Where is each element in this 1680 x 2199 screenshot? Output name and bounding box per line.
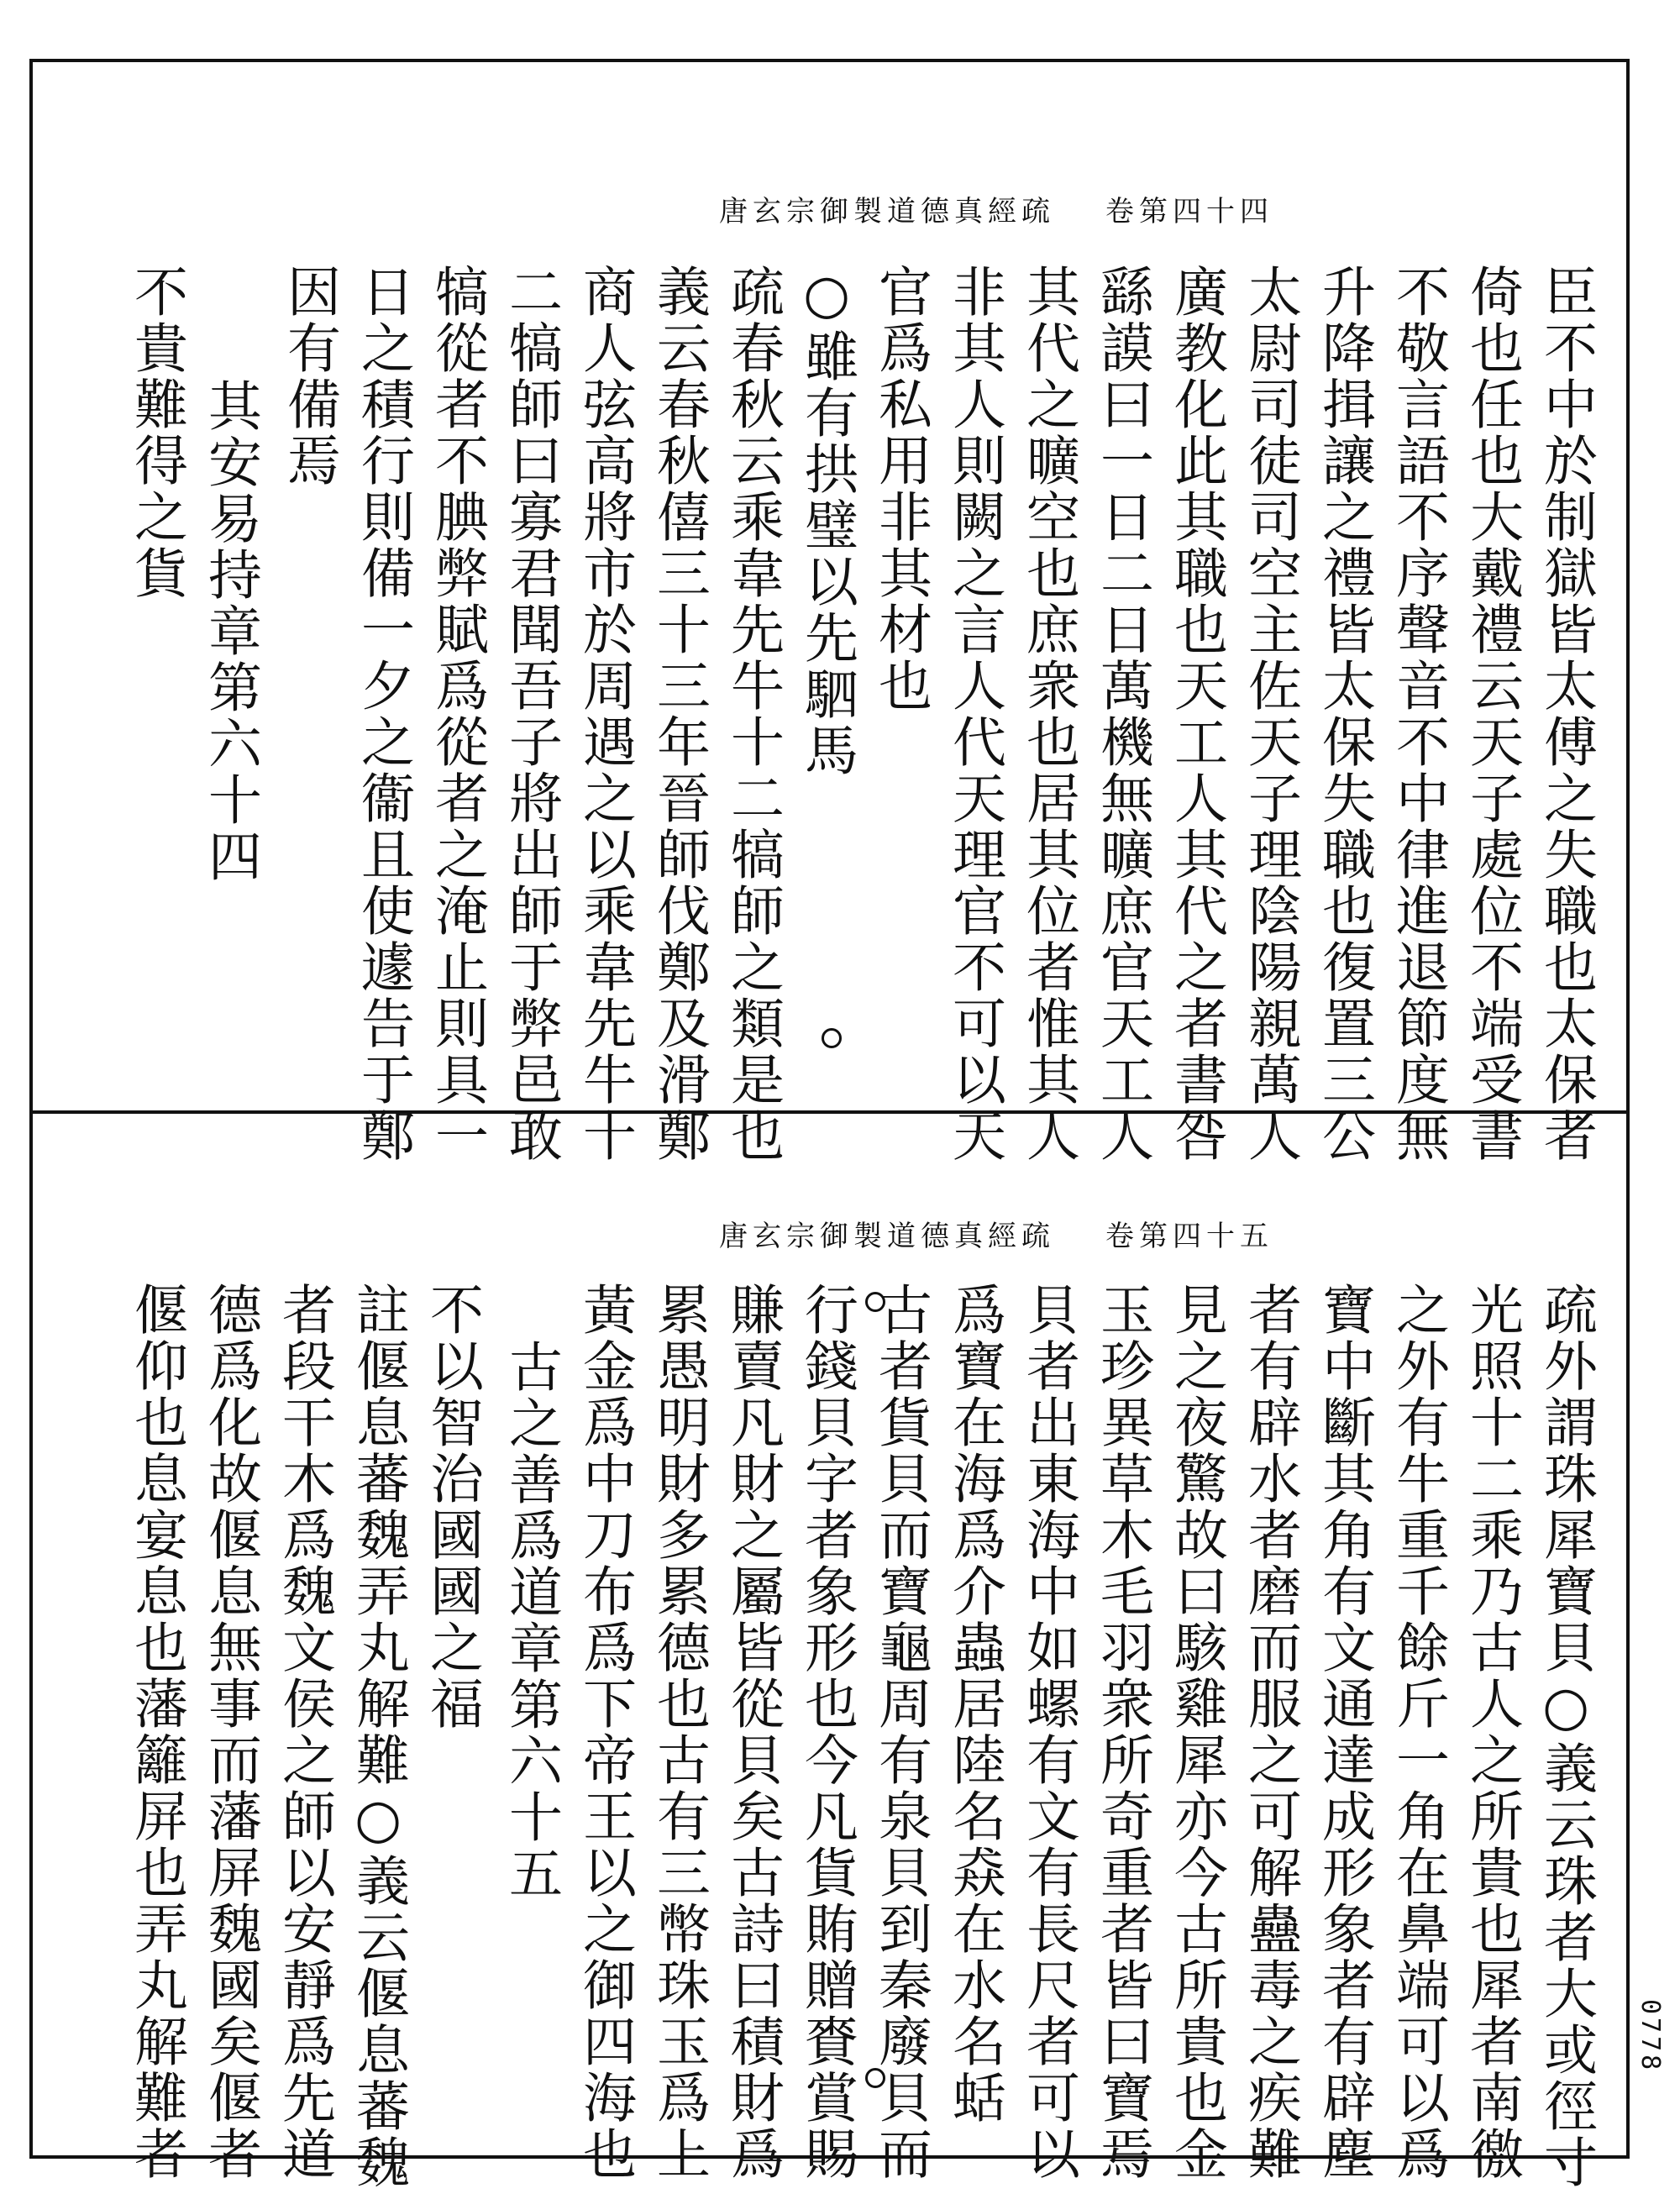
text-column: 倚也任也大戴禮云天子處位不端受書 — [1461, 264, 1523, 1164]
bottom-page — [33, 1114, 1626, 2191]
text-column: 賺賣凡財之屬皆從貝矣古詩曰積財爲 — [722, 1282, 784, 2182]
top-header — [719, 188, 1273, 229]
text-column: 官爲私用非其材也 — [869, 264, 932, 714]
text-column: 臣不中於制獄皆太傅之失職也太保者 — [1535, 264, 1597, 1164]
text-column: 其代之曠空也庶衆也居其位者惟其人 — [1017, 264, 1079, 1164]
text-column: 因有備焉 — [278, 264, 340, 489]
text-column: ○雖有拱璧以先駟馬 — [795, 264, 858, 779]
text-column: 廣教化此其職也天工人其代之者書咎 — [1165, 264, 1227, 1164]
circle-mark — [865, 1292, 885, 1312]
text-column: 不以智治國國之福 — [421, 1282, 483, 1732]
text-column: 不敬言語不序聲音不中律進退節度無 — [1387, 264, 1449, 1164]
text-column: 爲寶在海爲介蟲居陸名猋在水名蛞 — [943, 1282, 1005, 2126]
text-column: 註偃息蕃魏弄丸解難○義云偃息蕃魏 — [347, 1282, 409, 2191]
text-column: 商人弦高將市於周遇之以乘韋先牛十 — [574, 264, 636, 1164]
text-column: 偃仰也息宴息也藩籬屏也弄丸解難者 — [125, 1282, 187, 2182]
text-column: 疏春秋云乘韋先牛十二犒師之類是也 — [722, 264, 784, 1164]
text-column: 之外有牛重千餘斤一角在鼻端可以爲 — [1387, 1282, 1449, 2182]
chapter-heading: 其安易持章第六十四 — [199, 378, 261, 884]
text-column: 見之夜驚故曰駭雞犀亦今古所貴也金 — [1165, 1282, 1227, 2182]
text-column: 不貴難得之貨 — [125, 264, 187, 601]
text-column: 古者貨貝而寶龜周有泉貝到秦廢貝而 — [869, 1282, 932, 2182]
text-column: 義云春秋僖三十三年晉師伐鄭及滑鄭 — [648, 264, 710, 1164]
circle-mark — [865, 2068, 885, 2088]
text-column: 者有辟水者磨而服之可解蠱毒之疾難 — [1239, 1282, 1301, 2182]
text-column: 貝者出東海中如螺有文有長尺者可以 — [1017, 1282, 1079, 2182]
text-column: 光照十二乘乃古人之所貴也犀者南徼 — [1461, 1282, 1523, 2182]
text-column: 太尉司徒司空主佐天子理陰陽親萬人 — [1239, 264, 1301, 1164]
text-column: 德爲化故偃息無事而藩屏魏國矣偃者 — [199, 1282, 261, 2182]
text-column: 二犒師曰寡君聞吾子將出師于弊邑敢 — [500, 264, 562, 1164]
text-column: 升降揖讓之禮皆太保失職也復置三公 — [1313, 264, 1375, 1164]
chapter-heading: 古之善爲道章第六十五 — [500, 1339, 562, 1902]
top-header-title: 唐玄宗御製道德真經疏 — [719, 195, 1055, 228]
page-number: 0778 — [1635, 1999, 1665, 2074]
text-column: 犒從者不腆弊賦爲從者之淹止則具一 — [426, 264, 488, 1164]
top-header-volume: 卷第四十四 — [1105, 195, 1273, 228]
text-column: 寶中斷其角有文通達成形象者有辟塵 — [1313, 1282, 1375, 2182]
bottom-header-title: 唐玄宗御製道德真經疏 — [719, 1220, 1055, 1253]
bottom-header-volume: 卷第四十五 — [1105, 1220, 1273, 1253]
text-column: 累愚明財多累德也古有三幣珠玉爲上 — [648, 1282, 710, 2182]
text-column: 疏外謂珠犀寶貝○義云珠者大或徑寸 — [1535, 1282, 1597, 2191]
text-column: 黃金爲中刀布爲下帝王以之御四海也 — [574, 1282, 636, 2182]
text-column: 玉珍異草木毛羽衆所奇重者皆曰寶焉 — [1091, 1282, 1153, 2182]
top-page — [33, 62, 1626, 1164]
circle-mark — [822, 1028, 842, 1048]
text-column: 行錢貝字者象形也今凡貨賄贈賚賞賜 — [795, 1282, 858, 2182]
text-column: 非其人則闕之言人代天理官不可以天 — [943, 264, 1005, 1164]
bottom-header — [719, 1213, 1273, 1254]
text-column: 日之積行則備一夕之衞且使遽告于鄭 — [352, 264, 414, 1164]
text-column: 者段干木爲魏文侯之師以安靜爲先道 — [273, 1282, 335, 2182]
text-column: 繇謨曰一日二日萬機無曠庶官天工人 — [1091, 264, 1153, 1164]
